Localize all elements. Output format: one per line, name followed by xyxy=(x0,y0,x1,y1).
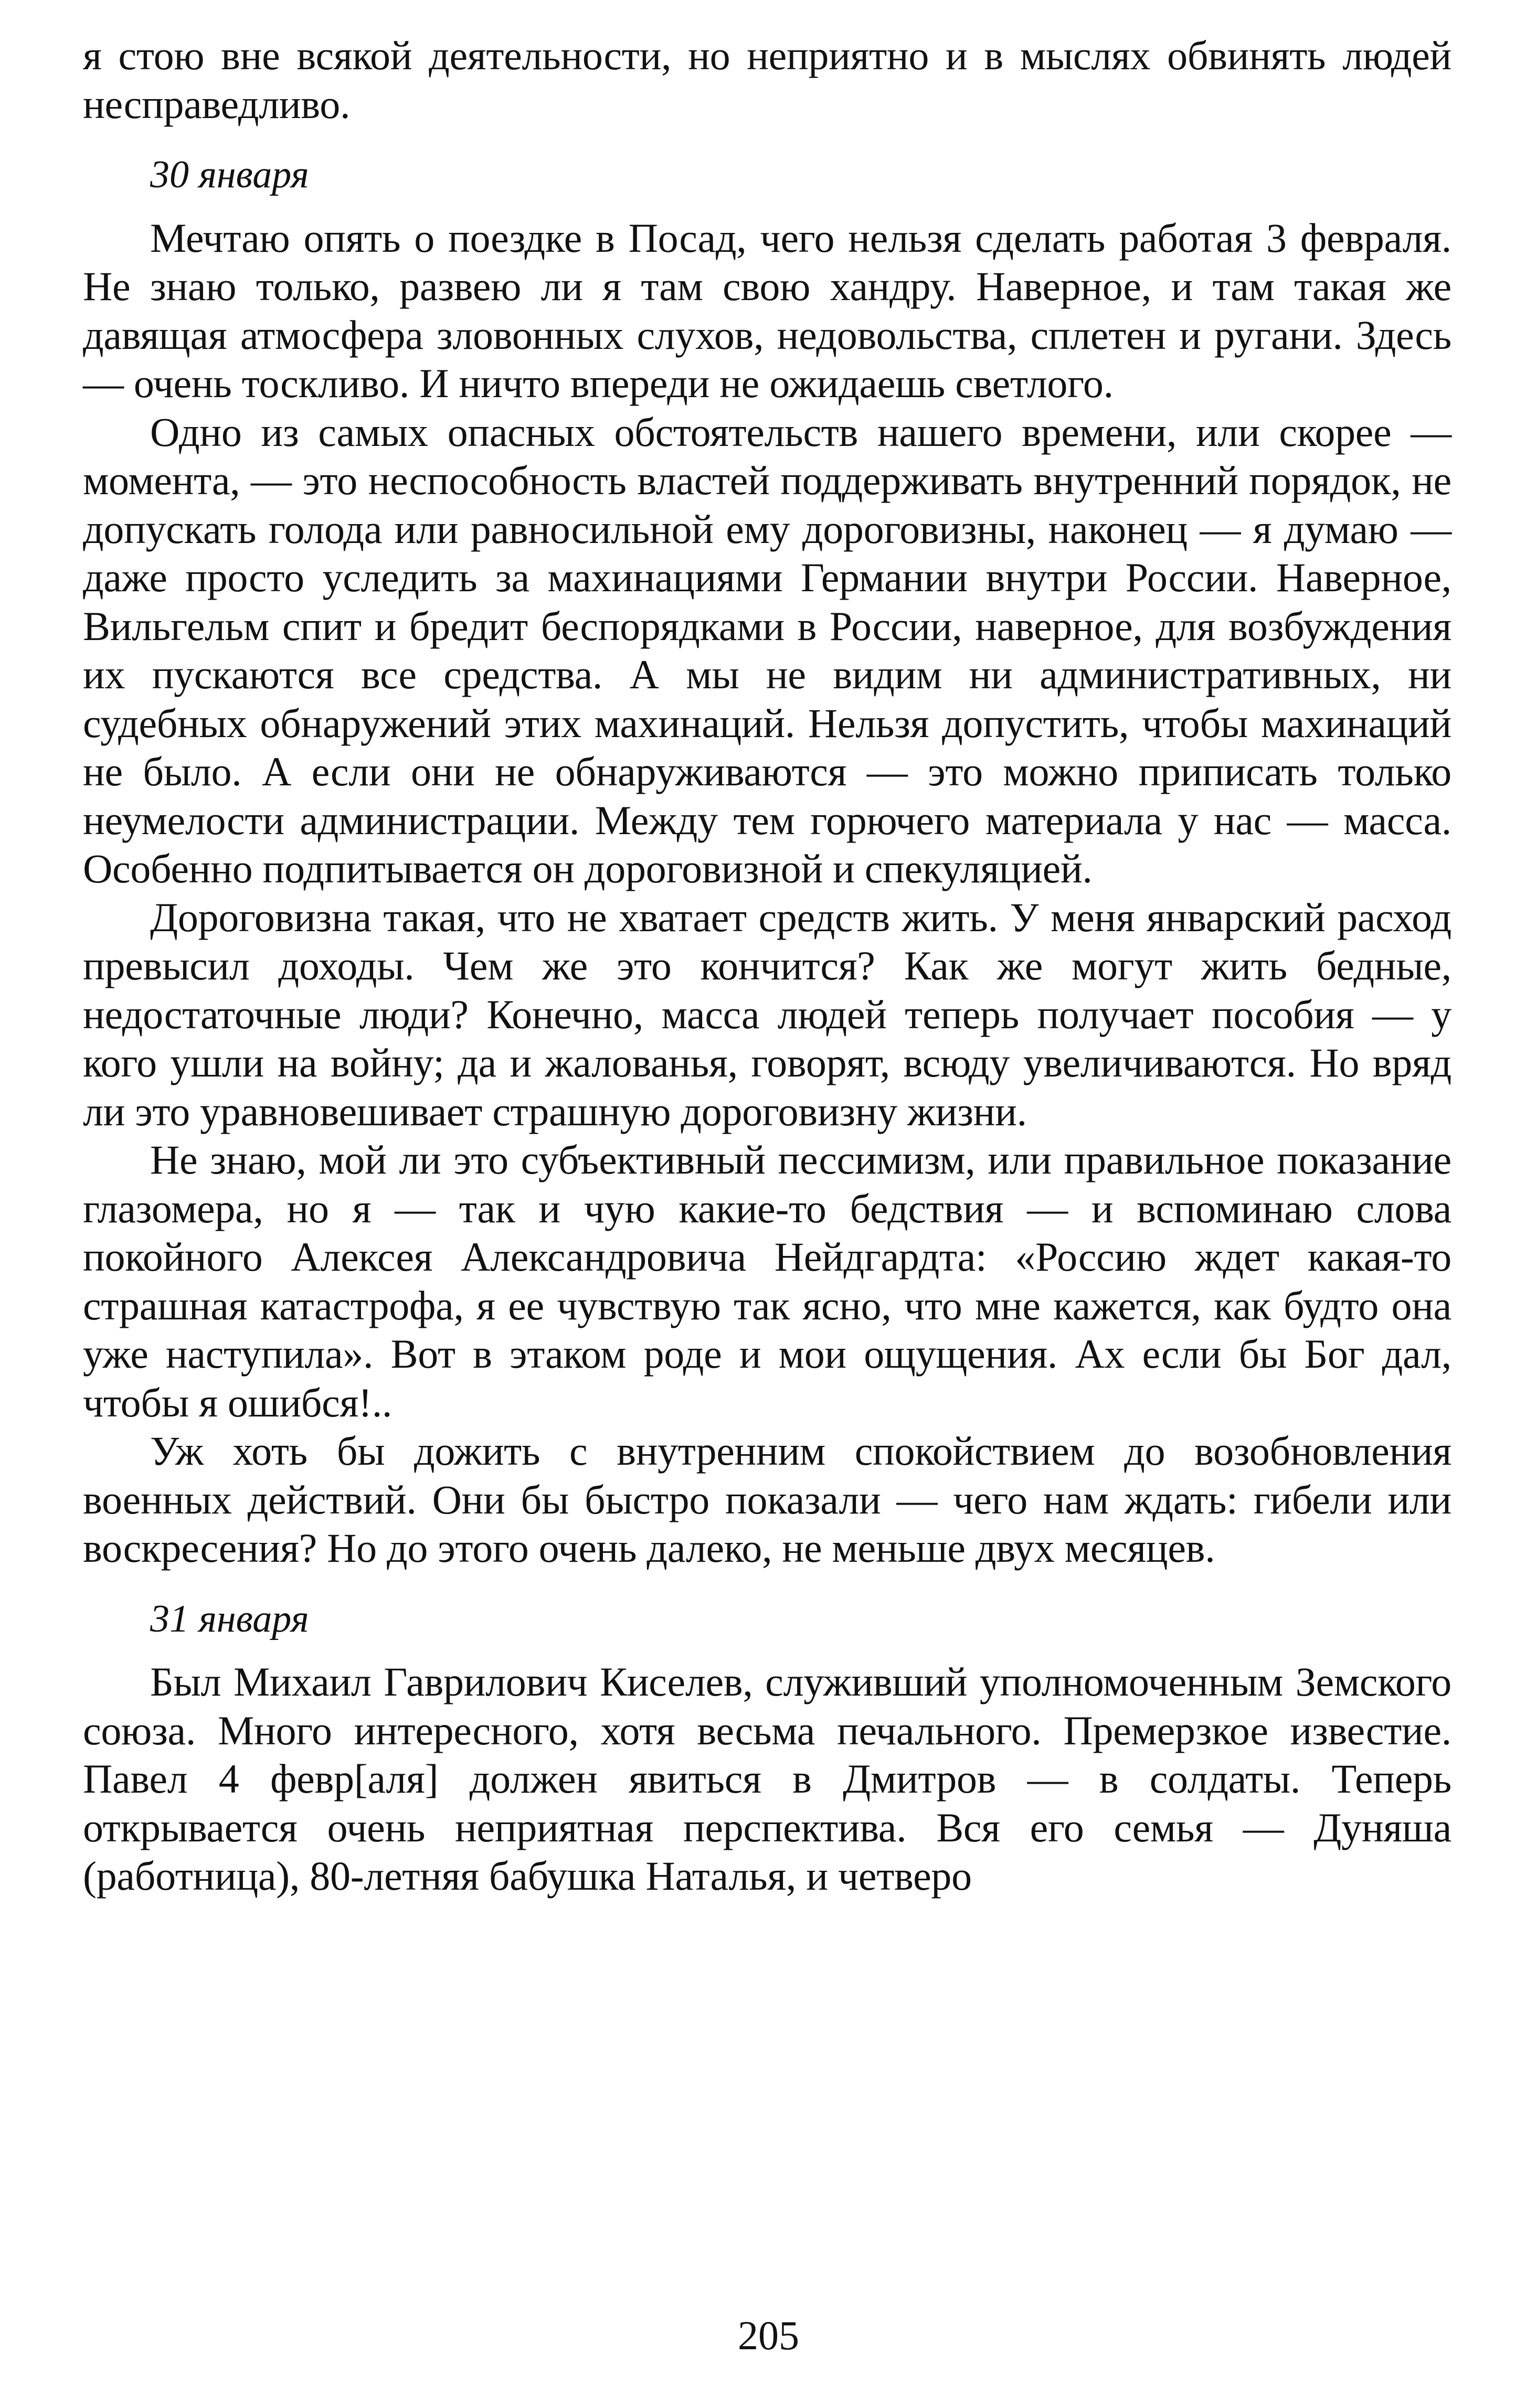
paragraph: Уж хоть бы дожить с внутренним спокойствием до возобновления военных действий. Они бы быстро показали — чего нам ждать: гибели или воскресения? Но до этого очень далеко, не меньше двух месяцев. xyxy=(83,1428,1451,1571)
continuation-paragraph: я стою вне всякой деятельности, но неприятно и в мыслях обвинять людей несправедливо. xyxy=(83,33,1451,127)
entry-date-jan-30: 30 января xyxy=(150,153,309,196)
page-number: 205 xyxy=(738,2313,799,2358)
book-page xyxy=(83,31,1451,1901)
paragraph: Был Михаил Гаврилович Киселев, служивший уполномоченным Земского союза. Много интересного, хотя весьма печального. Премерзкое известие. Павел 4 февр[аля] должен явиться в Дмитров — в солдаты. Теперь открывается очень неприятная перспектива. Вся его семья — Дуняша (работница), 80-летняя бабушка Наталья, и четверо xyxy=(83,1659,1451,1899)
paragraph: Мечтаю опять о поездке в Посад, чего нельзя сделать работая 3 февраля. Не знаю только, развею ли я там свою хандру. Наверное, и там такая же давящая атмосфера зловонных слухов, недовольства, сплетен и ругани. Здесь — очень тоскливо. И ничто впереди не ожидаешь светлого. xyxy=(83,215,1451,406)
paragraph: Не знаю, мой ли это субъективный пессимизм, или правильное показание глазомера, но я — так и чую какие-то бедствия — и вспоминаю слова покойного Алексея Александровича Нейдгардта: «Россию ждет какая-то страшная катастрофа, я ее чувствую так ясно, что мне кажется, как будто она уже наступила». Вот в этаком роде и мои ощущения. Ах если бы Бог дал, чтобы я ошибся!.. xyxy=(83,1137,1451,1425)
entry-date-jan-31: 31 января xyxy=(150,1597,309,1640)
paragraph: Одно из самых опасных обстоятельств нашего времени, или скорее — момента, — это неспособность властей поддерживать внутренний порядок, не допускать голода или равносильной ему дороговизны, наконец — я думаю — даже просто уследить за махинациями Германии внутри России. Наверное, Вильгельм спит и бредит беспорядками в России, наверное, для возбуждения их пускаются все средства. А мы не видим ни административных, ни судебных обнаружений этих махинаций. Нельзя допустить, чтобы махинаций не было. А если они не обнаруживаются — это можно приписать только неумелости администрации. Между тем горючего материала у нас — масса. Особенно подпитывается он дороговизной и спекуляцией. xyxy=(83,409,1451,891)
paragraph: Дороговизна такая, что не хватает средств жить. У меня январский расход превысил доходы. Чем же это кончится? Как же могут жить бедные, недостаточные люди? Конечно, масса людей теперь получает пособия — у кого ушли на войну; да и жалованья, говорят, всюду увеличиваются. Но вряд ли это уравновешивает страшную дороговизну жизни. xyxy=(83,894,1451,1134)
